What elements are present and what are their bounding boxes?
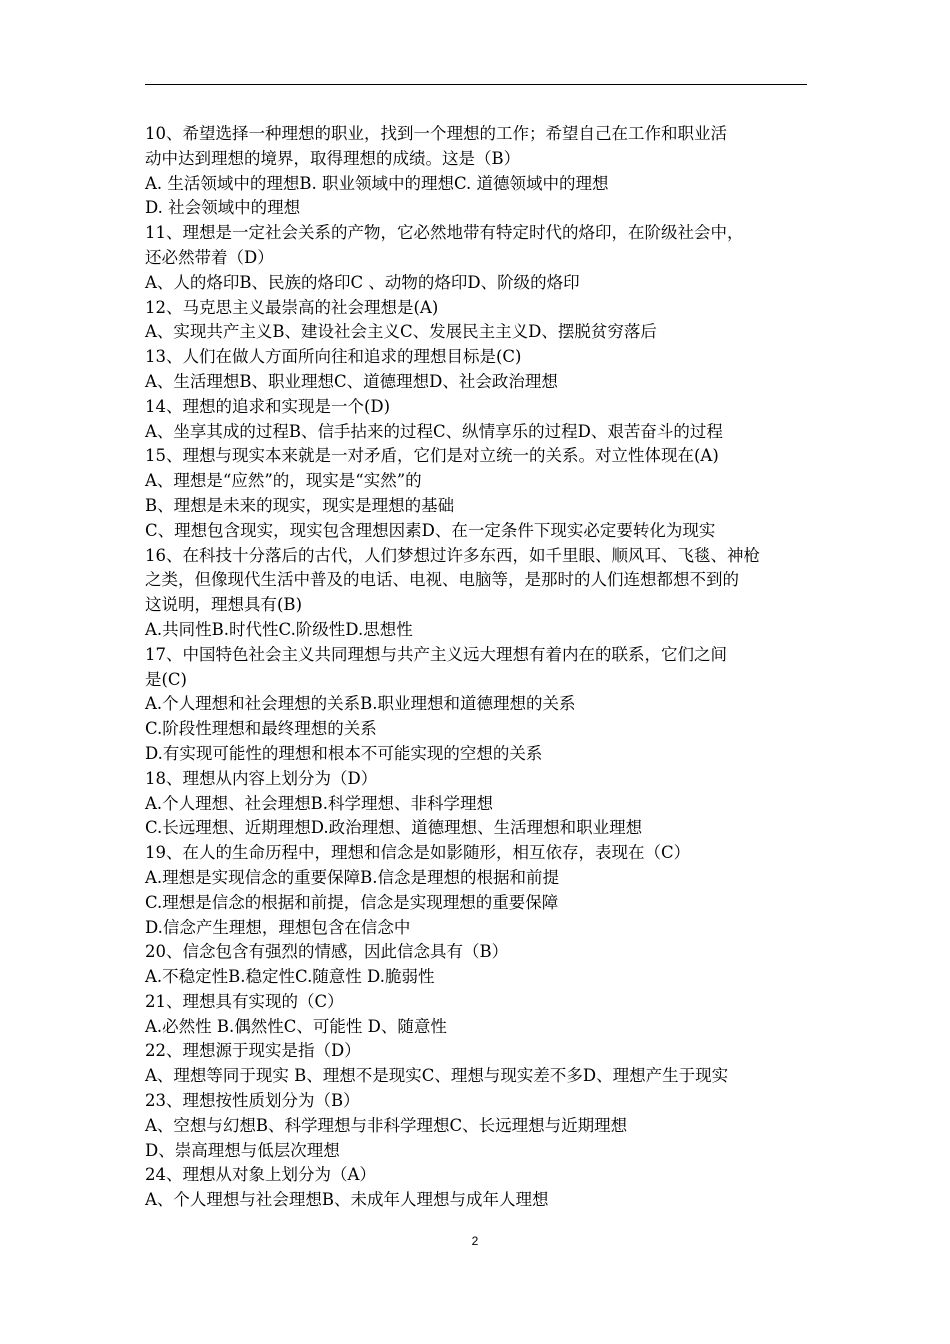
text-line: A.个人理想和社会理想的关系B.职业理想和道德理想的关系 bbox=[145, 694, 576, 714]
text-line: 之类，但像现代生活中普及的电话、电视、电脑等，是那时的人们连想都想不到的 bbox=[145, 570, 739, 590]
text-line: A、坐享其成的过程B、信手拈来的过程C、纵情享乐的过程D、艰苦奋斗的过程 bbox=[145, 421, 723, 441]
text-line: 20、信念包含有强烈的情感，因此信念具有（B） bbox=[145, 942, 509, 962]
text-line: A、空想与幻想B、科学理想与非科学理想C、长远理想与近期理想 bbox=[145, 1115, 628, 1135]
text-line: B、理想是未来的现实，现实是理想的基础 bbox=[145, 495, 455, 515]
text-line: A、个人理想与社会理想B、未成年人理想与成年人理想 bbox=[145, 1190, 549, 1210]
text-line: A. 生活领域中的理想B. 职业领域中的理想C. 道德领域中的理想 bbox=[145, 173, 609, 193]
text-line: A、生活理想B、职业理想C、道德理想D、社会政治理想 bbox=[145, 371, 558, 391]
text-line: A、实现共产主义B、建设社会主义C、发展民主主义D、摆脱贫穷落后 bbox=[145, 322, 657, 342]
text-line: D.信念产生理想，理想包含在信念中 bbox=[145, 917, 411, 937]
text-line: A、理想是“应然”的，现实是“实然”的 bbox=[145, 471, 422, 491]
text-line: 这说明，理想具有(B) bbox=[145, 595, 302, 615]
text-line: D.有实现可能性的理想和根本不可能实现的空想的关系 bbox=[145, 743, 543, 763]
text-line: 18、理想从内容上划分为（D） bbox=[145, 768, 378, 788]
text-line: D. 社会领域中的理想 bbox=[145, 198, 301, 218]
text-line: 15、理想与现实本来就是一对矛盾，它们是对立统一的关系。对立性体现在(A) bbox=[145, 446, 719, 466]
text-line: D、崇高理想与低层次理想 bbox=[145, 1140, 340, 1160]
text-line: A.个人理想、社会理想B.科学理想、非科学理想 bbox=[145, 793, 494, 813]
text-line: 13、人们在做人方面所向往和追求的理想目标是(C) bbox=[145, 347, 522, 367]
text-line: C.长远理想、近期理想D.政治理想、道德理想、生活理想和职业理想 bbox=[145, 818, 643, 838]
text-line: A.不稳定性B.稳定性C.随意性 D.脆弱性 bbox=[145, 967, 435, 987]
text-line: 19、在人的生命历程中，理想和信念是如影随形，相互依存，表现在（C） bbox=[145, 843, 691, 863]
text-line: 11、理想是一定社会关系的产物，它必然地带有特定时代的烙印，在阶级社会中， bbox=[145, 223, 744, 243]
header-rule bbox=[145, 84, 807, 85]
text-line: A.共同性B.时代性C.阶级性D.思想性 bbox=[145, 619, 413, 639]
page-number: 2 bbox=[471, 1234, 479, 1248]
text-line: A、人的烙印B、民族的烙印C 、动物的烙印D、阶级的烙印 bbox=[145, 272, 580, 292]
text-line: 是(C) bbox=[145, 669, 187, 689]
text-line: A.必然性 B.偶然性C、可能性 D、随意性 bbox=[145, 1016, 447, 1036]
text-line: A、理想等同于现实 B、理想不是现实C、理想与现实差不多D、理想产生于现实 bbox=[145, 1066, 729, 1086]
text-line: C.阶段性理想和最终理想的关系 bbox=[145, 719, 377, 739]
text-line: 10、希望选择一种理想的职业，找到一个理想的工作；希望自己在工作和职业活 bbox=[145, 124, 727, 143]
text-line: C、理想包含现实，现实包含理想因素D、在一定条件下现实必定要转化为现实 bbox=[145, 520, 716, 540]
text-line: 21、理想具有实现的（C） bbox=[145, 991, 344, 1011]
text-line: 还必然带着（D） bbox=[145, 247, 274, 267]
text-line: 23、理想按性质划分为（B） bbox=[145, 1091, 360, 1111]
text-line: 14、理想的追求和实现是一个(D) bbox=[145, 396, 391, 416]
text-line: 24、理想从对象上划分为（A） bbox=[145, 1165, 376, 1185]
text-line: A.理想是实现信念的重要保障B.信念是理想的根据和前提 bbox=[145, 867, 560, 887]
text-line: 动中达到理想的境界，取得理想的成绩。这是（B） bbox=[145, 148, 521, 168]
text-line: 22、理想源于现实是指（D） bbox=[145, 1041, 361, 1061]
document-body bbox=[145, 122, 810, 1213]
text-line: 12、马克思主义最崇高的社会理想是(A) bbox=[145, 297, 439, 317]
text-line: C.理想是信念的根据和前提，信念是实现理想的重要保障 bbox=[145, 892, 559, 912]
text-line: 16、在科技十分落后的古代，人们梦想过许多东西，如千里眼、顺风耳、飞毯、神枪 bbox=[145, 545, 760, 565]
text-line: 17、中国特色社会主义共同理想与共产主义远大理想有着内在的联系，它们之间 bbox=[145, 644, 727, 664]
